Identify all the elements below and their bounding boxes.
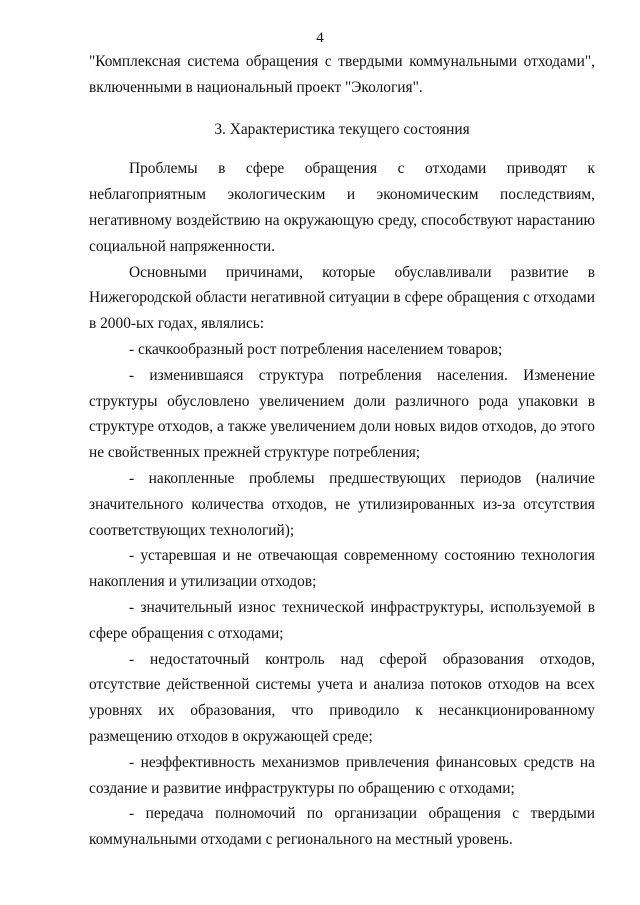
cause-item-infrastructure-wear: - значительный износ технической инфраструктуры, используемой в сфере обращения с отходами;	[89, 598, 595, 642]
cause-item-consumption-growth: - скачкообразный рост потребления населением товаров;	[129, 340, 503, 358]
cause-item-outdated-technology: - устаревшая и не отвечающая современному состоянию технология накопления и утилизации отходов;	[89, 547, 595, 591]
cause-item-accumulated-problems: - накопленные проблемы предшествующих периодов (наличие значительного количества отходов, не утилизированных из-за отсутствия соответствующих технологий);	[89, 469, 595, 539]
cause-item-authority-transfer: - передача полномочий по организации обращения с твердыми коммунальными отходами с регионального на местный уровень.	[89, 805, 595, 849]
cause-item-insufficient-control: - недостаточный контроль над сферой образования отходов, отсутствие действенной системы учета и анализа потоков отходов на всех уровнях их образования, что приводило к несанкционированному размещению отходов в окружающей среде;	[89, 650, 595, 745]
cause-item-consumption-structure: - изменившаяся структура потребления населения. Изменение структуры обусловлено увеличением доли различного рода упаковки в структуре отходов, а также увеличением доли новых видов отходов, до этого не свойственных прежней структуре потребления;	[89, 366, 595, 462]
paragraph-problems: Проблемы в сфере обращения с отходами приводят к неблагоприятным экологическим и экономическим последствиям, негативному воздействию на окружающую среду, способствуют нарастанию социальной напряженности.	[89, 160, 595, 255]
paragraph-causes-intro: Основными причинами, которые обуславливали развитие в Нижегородской области негативной ситуации в сфере обращения с отходами в 2000-ых годах, являлись:	[89, 263, 595, 333]
intro-continuation: "Комплексная система обращения с твердыми коммунальными отходами", включенными в национальный проект "Экология".	[89, 53, 595, 96]
cause-item-financing-inefficiency: - неэффективность механизмов привлечения финансовых средств на создание и развитие инфраструктуры по обращению с отходами;	[89, 753, 595, 797]
document-body	[89, 49, 595, 853]
section-title: 3. Характеристика текущего состояния	[214, 120, 470, 138]
page-number: 4	[316, 30, 324, 46]
